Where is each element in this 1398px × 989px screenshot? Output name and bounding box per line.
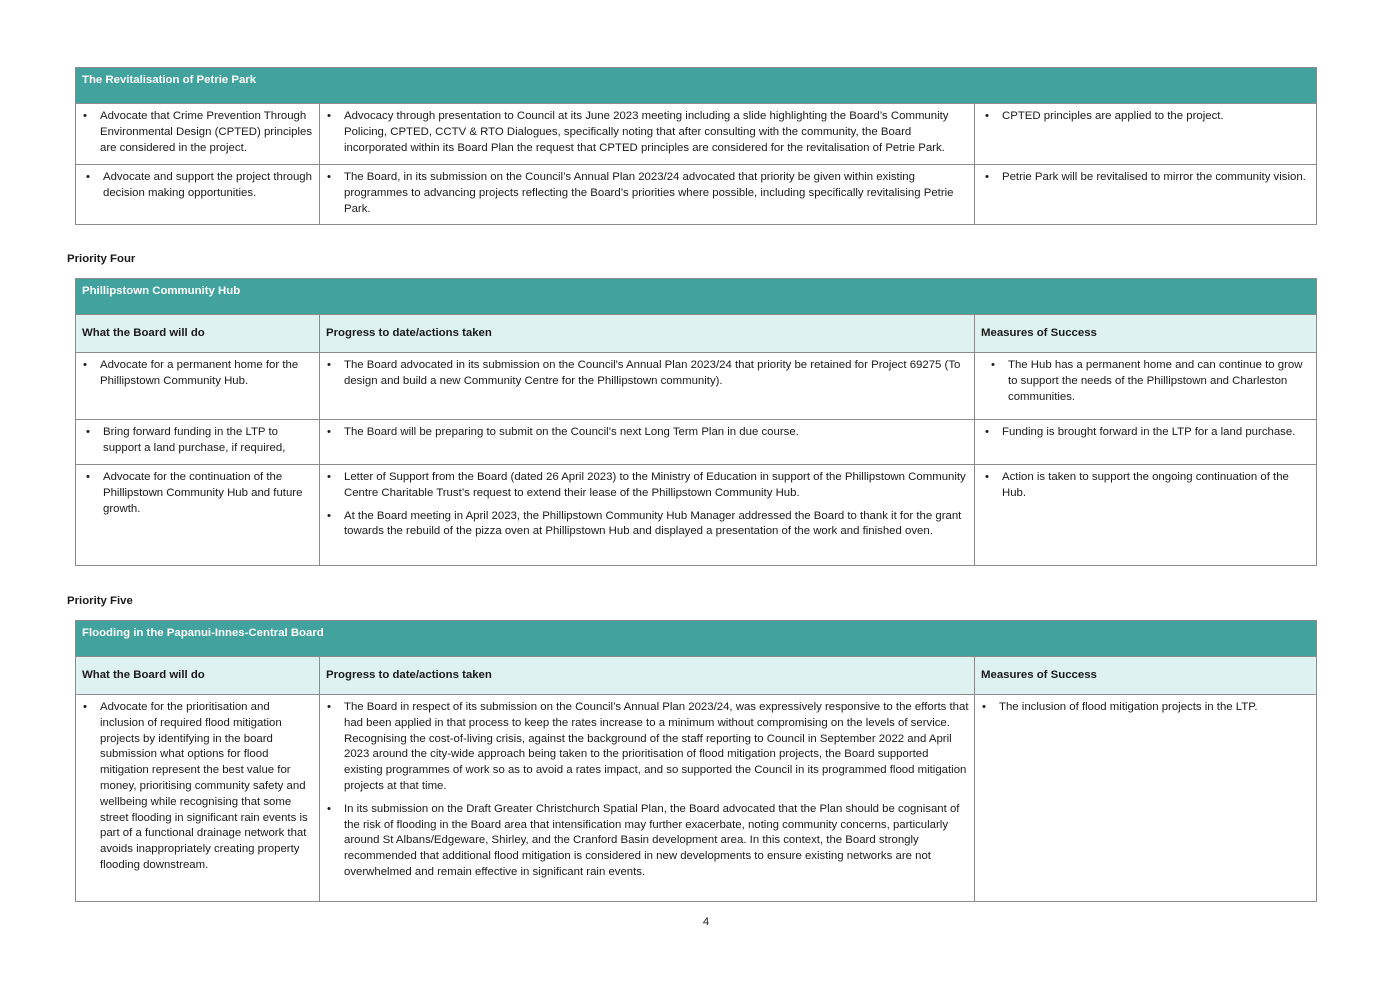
list-item: • Advocacy through presentation to Council at its June 2023 meeting including a slide highlighting the Board’s Community Policing, CPTED, CCTV & RTO Dialogues, specifically noting that after consulting with the community, the Board incorporated within its Board Plan the request that CPTED principles are considered for the revitalisation of Petrie Park. (344, 109, 970, 156)
list-item: • The Board will be preparing to submit on the Council’s next Long Term Plan in due course. (344, 425, 970, 441)
list-item: • Funding is brought forward in the LTP for a land purchase. (1002, 425, 1312, 441)
list-item: • Petrie Park will be revitalised to mirror the community vision. (1002, 170, 1312, 186)
column-header-measures: Measures of Success (975, 315, 1317, 353)
column-header-do: What the Board will do (76, 315, 320, 353)
list-item: • Advocate and support the project through decision making opportunities. (103, 170, 315, 202)
column-header-do: What the Board will do (76, 657, 320, 695)
priority-five-title: Flooding in the Papanui-Innes-Central Board (76, 621, 1317, 657)
table-row (76, 465, 1317, 566)
priority-four-table (75, 278, 1317, 566)
priority-four-label: Priority Four (67, 253, 136, 265)
table-row (76, 104, 1317, 165)
list-item: • In its submission on the Draft Greater Christchurch Spatial Plan, the Board advocated that the Plan should be cognisant of the risk of flooding in the Board area that intensification may further exacerbate, noting community concerns, particularly around St Albans/Edgeware, Shirley, and the Cranford Basin development area. In this context, the Board strongly recommended that additional flood mitigation is considered in new developments to ensure existing networks are not overwhelmed and remain effective in significant rain events. (344, 802, 970, 881)
table-row (76, 165, 1317, 225)
list-item: • Advocate for the prioritisation and inclusion of required flood mitigation projects by identifying in the board submission what options for flood mitigation represent the best value for money, prioritising community safety and wellbeing while recognising that some street flooding in significant rain events is part of a functional drainage network that avoids inappropriately creating property flooding downstream. (100, 700, 315, 874)
list-item: • At the Board meeting in April 2023, the Phillipstown Community Hub Manager addressed the Board to thank it for the grant towards the rebuild of the pizza oven at Phillipstown Hub and displayed a presentation of the work and finished oven. (344, 509, 970, 541)
list-item: • The Board advocated in its submission on the Council's Annual Plan 2023/24 that priority be retained for Project 69275 (To design and build a new Community Centre for the Phillipstown community). (344, 358, 970, 390)
column-header-progress: Progress to date/actions taken (320, 657, 975, 695)
petrie-park-section (75, 67, 1316, 225)
list-item: • CPTED principles are applied to the project. (1002, 109, 1312, 125)
list-item: • The Board in respect of its submission on the Council’s Annual Plan 2023/24, was expressively responsive to the efforts that had been applied in that process to keep the rates increase to a minimum without compromising on the levels of service. Recognising the cost-of-living crisis, against the background of the staff reporting to Council in September 2022 and April 2023 around the city-wide approach being taken to the prioritisation of flood mitigation projects, the Board supported existing programmes of work so as to avoid a rates impact, and so supported the Council in its programmed flood mitigation projects at that time. (344, 700, 970, 795)
list-item: • Action is taken to support the ongoing continuation of the Hub. (1002, 470, 1312, 502)
list-item: • Letter of Support from the Board (dated 26 April 2023) to the Ministry of Education in support of the Phillipstown Community Centre Charitable Trust’s request to extend their lease of the Phillipstown Community Hub. (344, 470, 970, 502)
table-row (76, 695, 1317, 902)
list-item: • Advocate for a permanent home for the Phillipstown Community Hub. (100, 358, 315, 390)
table-row (76, 353, 1317, 420)
priority-five-table (75, 620, 1317, 902)
list-item: • The Board, in its submission on the Council’s Annual Plan 2023/24 advocated that priority be given within existing programmes to advancing projects reflecting the Board’s priorities where possible, including specifically revitalising Petrie Park. (344, 170, 970, 217)
list-item: • Advocate for the continuation of the Phillipstown Community Hub and future growth. (103, 470, 315, 517)
list-item: • The Hub has a permanent home and can continue to grow to support the needs of the Phillipstown and Charleston communities. (1008, 358, 1312, 405)
table-row (76, 420, 1317, 465)
page-number: 4 (702, 916, 710, 928)
priority-five-label: Priority Five (67, 595, 133, 607)
priority-five-section (75, 620, 1316, 902)
list-item: • The inclusion of flood mitigation projects in the LTP. (999, 700, 1312, 716)
priority-four-section (75, 278, 1316, 566)
priority-four-title: Phillipstown Community Hub (76, 279, 1317, 315)
column-header-progress: Progress to date/actions taken (320, 315, 975, 353)
list-item: • Advocate that Crime Prevention Through Environmental Design (CPTED) principles are considered in the project. (100, 109, 315, 156)
petrie-park-table (75, 67, 1317, 225)
column-header-measures: Measures of Success (975, 657, 1317, 695)
list-item: • Bring forward funding in the LTP to support a land purchase, if required, (103, 425, 315, 457)
petrie-park-title: The Revitalisation of Petrie Park (76, 68, 1317, 104)
